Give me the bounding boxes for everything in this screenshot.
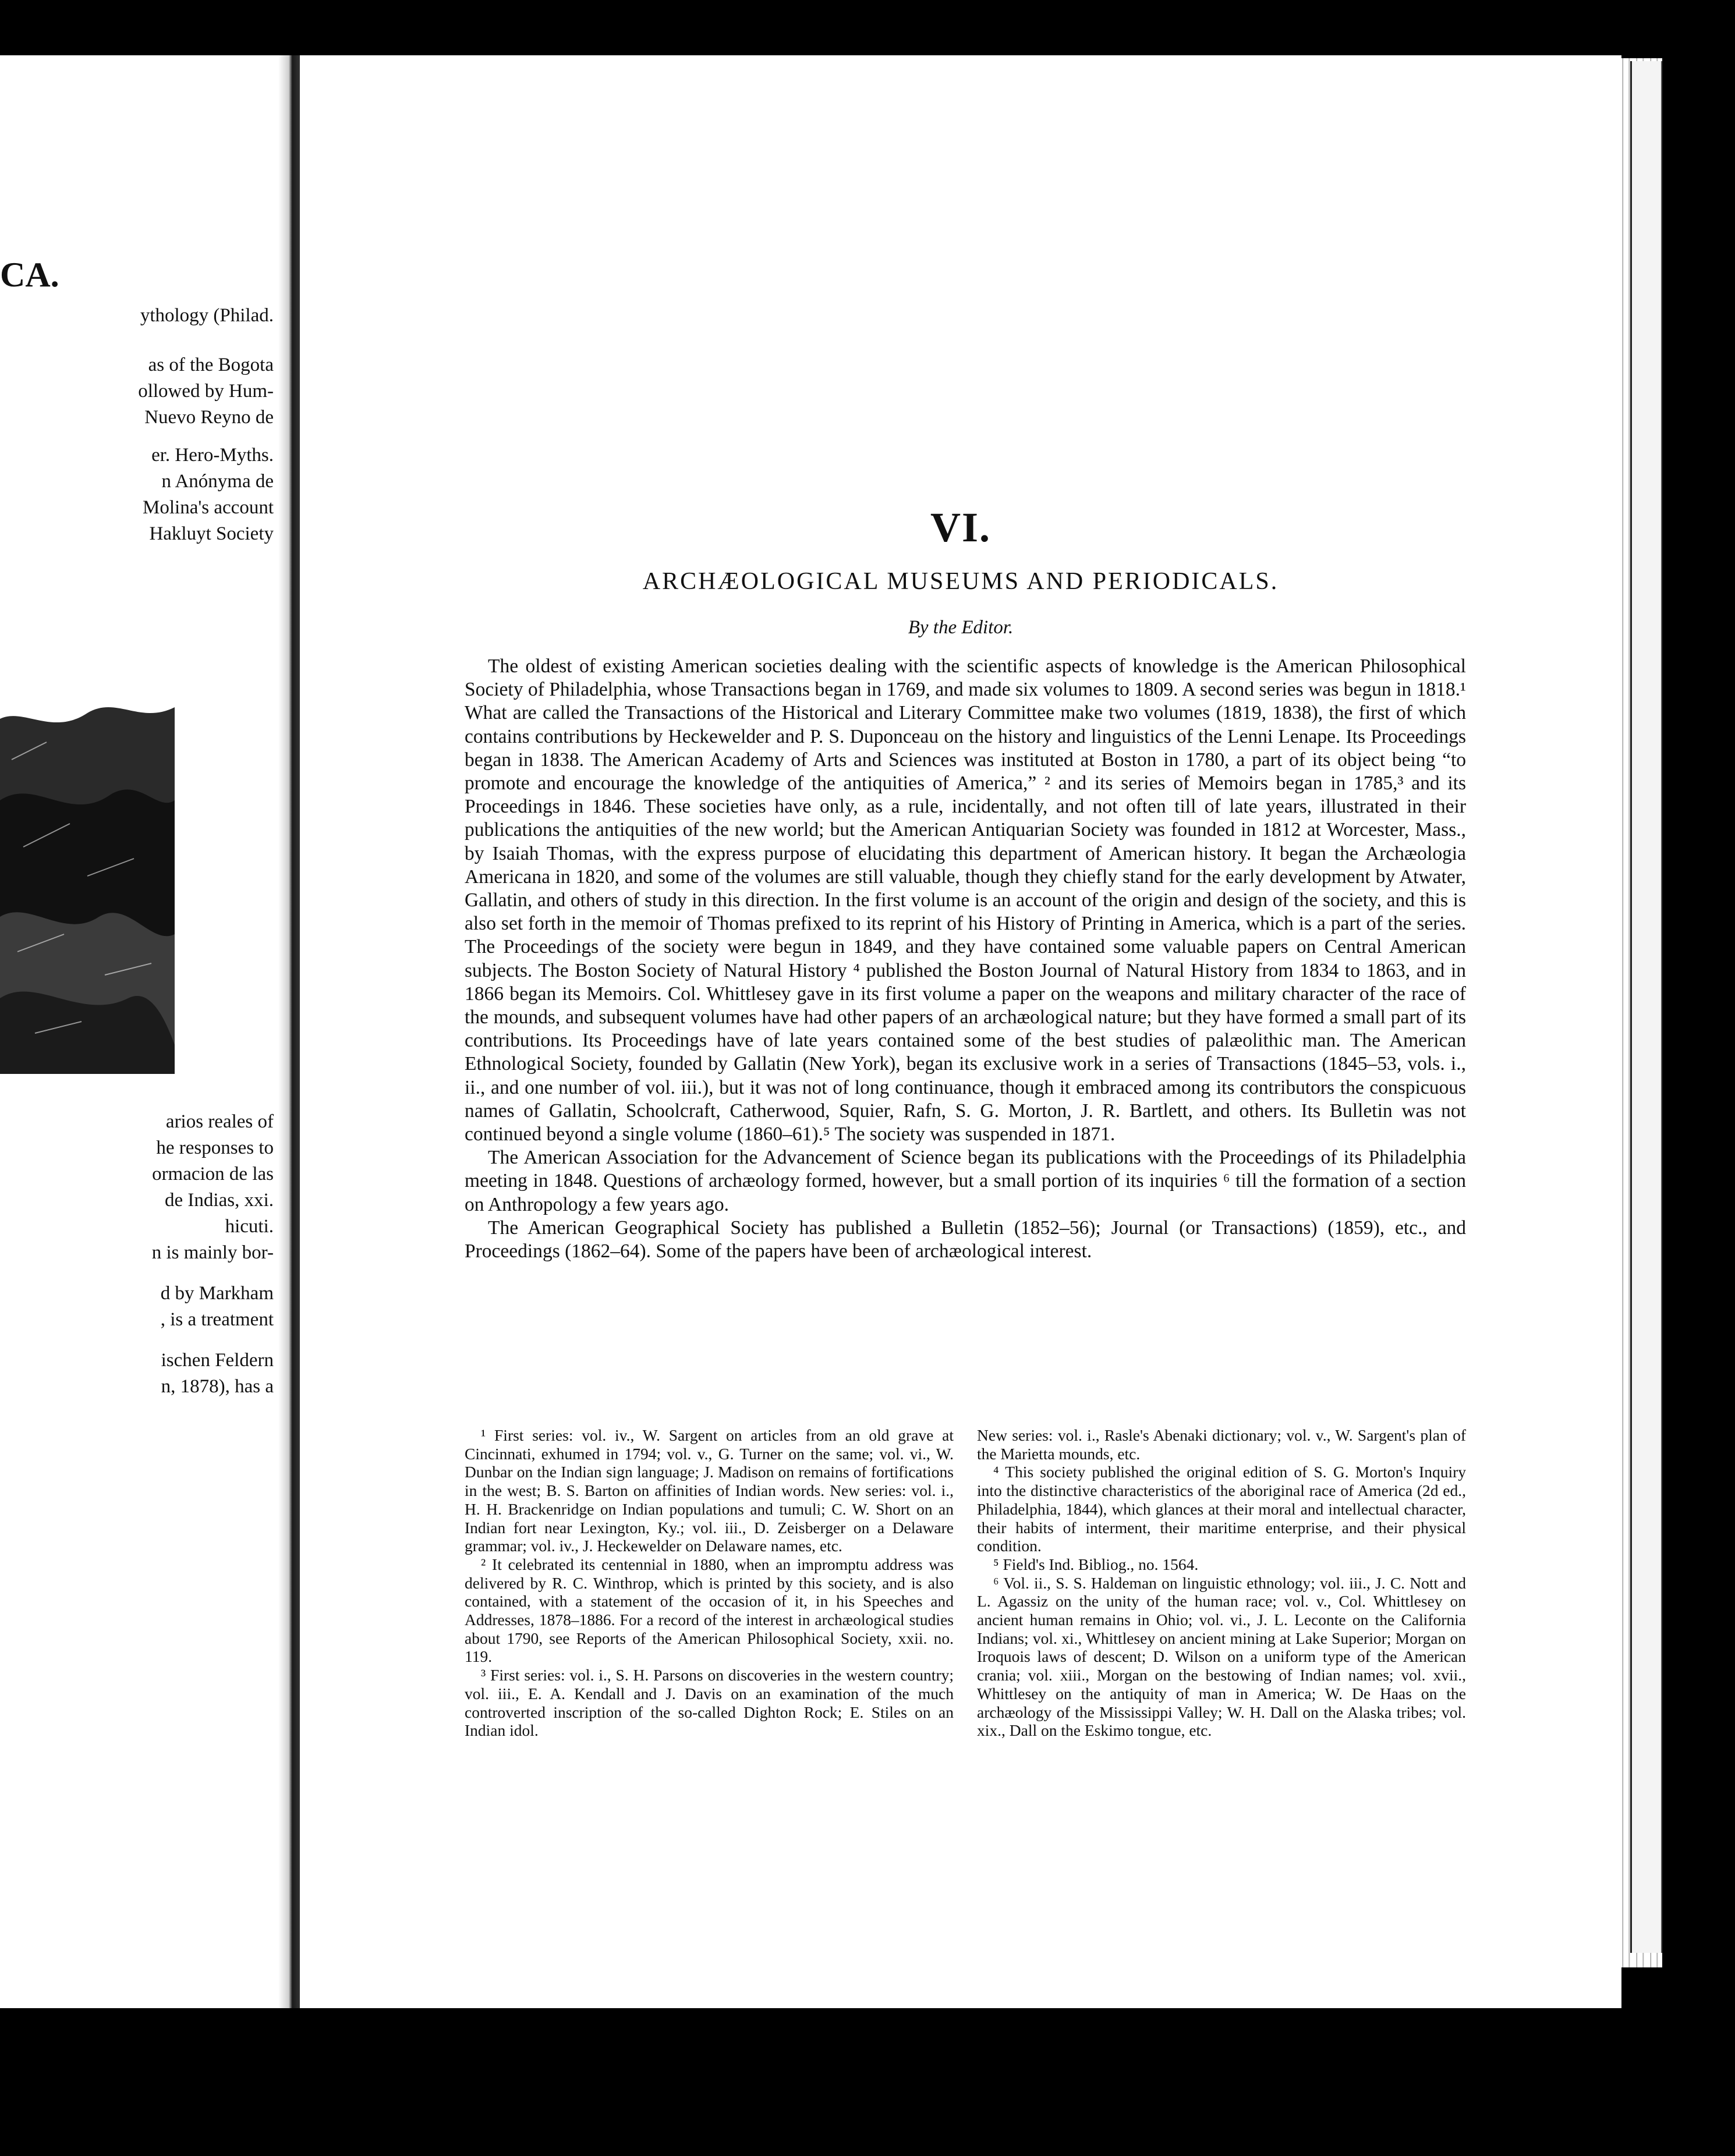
paragraph: The oldest of existing American societies dealing with the scientific aspects of knowledge is the American Philosophical Society of Philadelphia, whose Transactions began in 1769, and made six volumes to 1809. A second series was begun in 1818.¹ What are called the Transactions of the Historical and Literary Committee make two volumes (1819, 1838), the first of which contains contributions by Heckewelder and P. S. Duponceau on the history and linguistics of the Lenni Lenape. Its Proceedings began in 1838. The American Academy of Arts and Sciences was instituted at Boston in 1780, a part of its object being “to promote and encourage the knowledge of the antiquities of America,” ² and its series of Memoirs began in 1785,³ and its Proceedings in 1846. These societies have only, as a rule, incidentally, and not often till of late years, illustrated in their publications the antiquities of the new world; but the American Antiquarian Society was founded in 1812 at Worcester, Mass., by Isaiah Thomas, with the express purpose of elucidating this department of American history. It began the Archæologia Americana in 1820, and some of the volumes are still valuable, though they chiefly stand for the early development by Atwater, Gallatin, and others of study in this direction. In the first volume is an account of the origin and design of the society, and this is also set forth in the memoir of Thomas prefixed to its reprint of his History of Printing in America, which is a part of the series. The Proceedings of the society were begun in 1849, and they have contained some valuable papers on Central American subjects. The Boston Society of Natural History ⁴ published the Boston Journal of Natural History from 1834 to 1863, and in 1866 began its Memoirs. Col. Whittlesey gave in its first volume a paper on the weapons and military character of the race of the mounds, and subsequent volumes have had other papers of an archæological nature; but they have formed a small part of its contributions. Its Proceedings have of late years contained some of the best studies of palæolithic man. The American Ethnological Society, founded by Gallatin (New York), began its exclusive work in a series of Transactions (1845–53, vols. i., ii., and one number of vol. iii.), but it was not of long continuance, though it embraced among its contributors the conspicuous names of Gallatin, Schoolcraft, Catherwood, Squier, Rafn, S. G. Morton, J. R. Bartlett, and others. Its Bulletin was not continued beyond a single volume (1860–61).⁵ The society was suspended in 1871. [465,655,1466,1146]
footnote: New series: vol. i., Rasle's Abenaki dictionary; vol. v., W. Sargent's plan of the Marietta mounds, etc. [977,1426,1466,1463]
left-page-line: n, 1878), has a [161,1376,274,1397]
byline: By the Editor. [908,617,1014,638]
left-page-line: n Anónyma de [161,471,274,492]
left-page-line: , is a treatment [160,1309,274,1330]
paragraph: The American Association for the Advancement of Science began its publications with the Proceedings of its Philadelphia meeting in 1848. Questions of archæology formed, however, but a small portion of its inquiries ⁶ till the formation of a section on Anthropology a few years ago. [465,1147,1466,1215]
left-page-line: as of the Bogota [148,354,274,375]
left-page-line: he responses to [156,1137,274,1158]
left-page-line: ischen Feldern [161,1350,274,1371]
footnotes-right-column [977,1426,1466,1740]
right-page [300,55,1621,2008]
left-page-title-fragment: CA. [0,256,59,294]
footnote: ³ First series: vol. i., S. H. Parsons on discoveries in the western country; vol. iii., E. A. Kendall and J. Davis on an examination of the much controverted inscription of the so-called Dighton Rock; E. Stiles on an Indian idol. [465,1666,954,1740]
body-text [465,655,1466,1263]
left-page-line: de Indias, xxi. [165,1190,274,1211]
left-page-line: er. Hero-Myths. [151,445,274,466]
left-page-line: arios reales of [165,1111,274,1132]
chapter-number: VI. [930,504,991,551]
footnote: ² It celebrated its centennial in 1880, when an impromptu address was delivered by R. C. Winthrop, which is printed by this society, and is also contained, with a statement of the occasion of it, in his Speeches and Addresses, 1878–1886. For a record of the interest in archæological studies about 1790, see Reports of the American Philosophical Society, xxii. no. 119. [465,1555,954,1666]
left-page-line: hicuti. [225,1216,274,1237]
left-page-line: d by Markham [160,1283,274,1304]
left-page [0,55,288,2008]
left-page-line: Molina's account [143,497,274,518]
book-gutter [278,55,302,2008]
left-page-line: ollowed by Hum- [138,381,274,402]
footnote: ⁵ Field's Ind. Bibliog., no. 1564. [993,1555,1199,1573]
footnote: ⁴ This society published the original edition of S. G. Morton's Inquiry into the distinctive characteristics of the aboriginal race of America (2d ed., Philadelphia, 1844), which glances at their moral and intellectual character, their habits of interment, their maritime enterprise, and their physical condition. [977,1463,1466,1555]
left-page-line: ormacion de las [152,1164,274,1185]
footnotes-left-column [465,1426,954,1740]
left-page-line: Nuevo Reyno de [144,407,274,428]
paragraph: The American Geographical Society has published a Bulletin (1852–56); Journal (or Transactions) (1859), etc., and Proceedings (1862–64). Some of the papers have been of archæological interest. [465,1217,1466,1263]
left-page-line: Hakluyt Society [149,523,274,544]
page-edges-inner [1630,61,1662,1953]
engraving-illustration [0,672,175,1091]
footnote: ⁶ Vol. ii., S. S. Haldeman on linguistic ethnology; vol. iii., J. C. Nott and L. Agassiz on the unity of the human race; vol. v., Col. Whittlesey on ancient human remains in Ohio; vol. vi., J. L. Leconte on the California Indians; vol. xi., Whittlesey on ancient mining at Lake Superior; Morgan on Iroquois laws of descent; D. Wilson on a uniform type of the American crania; vol. xiii., Morgan on the bestowing of Indian names; vol. xvii., Whittlesey on the antiquity of man in America; W. De Haas on the archæology of the Mississippi Valley; W. H. Dall on the Alaska tribes; vol. xix., Dall on the Eskimo tongue, etc. [977,1573,1466,1740]
left-page-line: ythology (Philad. [140,305,274,326]
chapter-title: ARCHÆOLOGICAL MUSEUMS AND PERIODICALS. [642,568,1279,595]
footnote: ¹ First series: vol. iv., W. Sargent on articles from an old grave at Cincinnati, exhumed in 1794; vol. v., G. Turner on the same; vol. vi., W. Dunbar on the Indian sign language; J. Madison on remains of fortifications in the west; B. S. Barton on affinities of Indian words. New series: vol. i., H. H. Brackenridge on Indian populations and tumuli; C. W. Short on an Indian fort near Lexington, Ky.; vol. iii., D. Zeisberger on a Delaware grammar; vol. iv., J. Heckewelder on Delaware names, etc. [465,1426,954,1555]
left-page-line: n is mainly bor- [151,1242,274,1263]
